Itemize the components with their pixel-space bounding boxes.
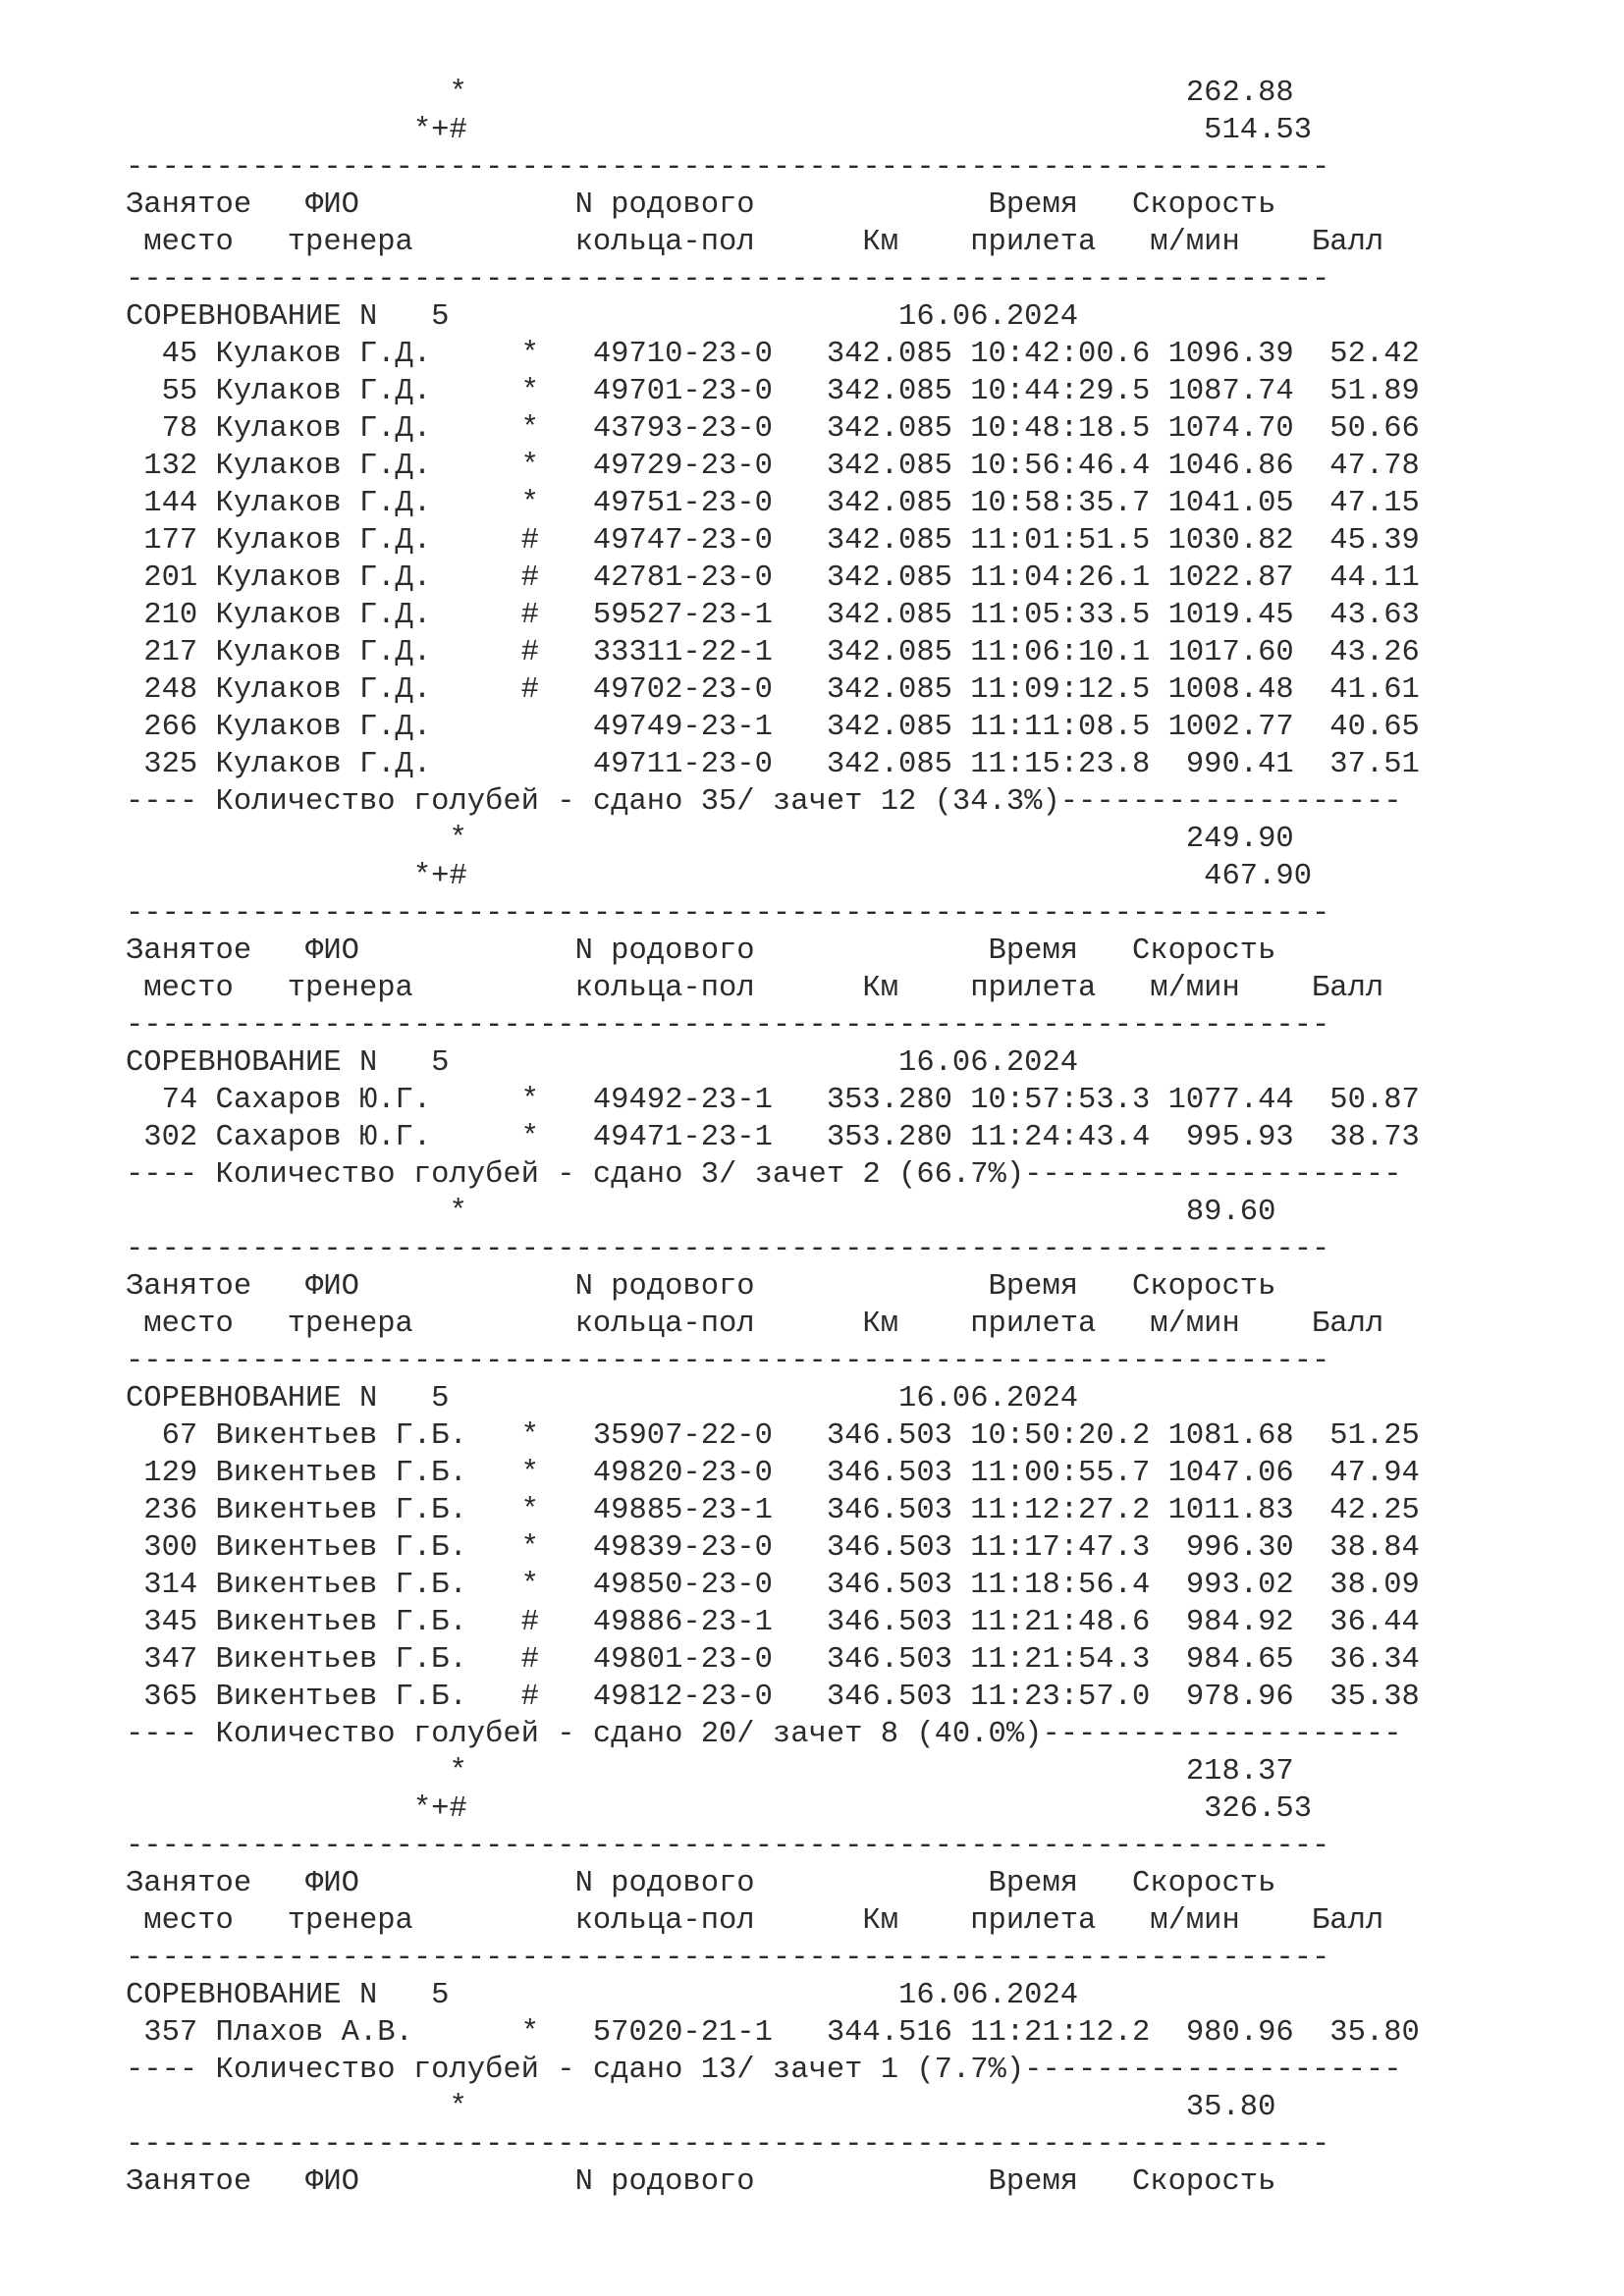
report-line: ---- Количество голубей - сдано 20/ зачет 8 (40.0%)-------------------- [126, 1718, 1402, 1751]
report-line: 74 Сахаров Ю.Г. * 49492-23-1 353.280 10:57:53.3 1077.44 50.87 [126, 1084, 1420, 1117]
report-line: * 249.90 [126, 823, 1294, 856]
report-line: ------------------------------------------------------------------- [126, 263, 1330, 296]
report-line: ------------------------------------------------------------------- [126, 1345, 1330, 1378]
report-line: ------------------------------------------------------------------- [126, 1233, 1330, 1266]
report-line: ------------------------------------------------------------------- [126, 151, 1330, 185]
report-line: место тренера кольца-пол Км прилета м/мин Балл [126, 1308, 1384, 1341]
report-line: *+# 467.90 [126, 860, 1312, 893]
report-line: ------------------------------------------------------------------- [126, 1009, 1330, 1042]
report-line: ------------------------------------------------------------------- [126, 1942, 1330, 1975]
report-line: ---- Количество голубей - сдано 35/ зачет 12 (34.3%)------------------- [126, 785, 1402, 819]
report-line: место тренера кольца-пол Км прилета м/мин Балл [126, 1904, 1384, 1938]
report-line: * 218.37 [126, 1755, 1294, 1789]
report-line: ------------------------------------------------------------------- [126, 2128, 1330, 2162]
report-line: *+# 514.53 [126, 114, 1312, 147]
report-line: * 35.80 [126, 2091, 1276, 2124]
report-line: 345 Викентьев Г.Б. # 49886-23-1 346.503 11:21:48.6 984.92 36.44 [126, 1606, 1420, 1639]
report-line: 266 Кулаков Г.Д. 49749-23-1 342.085 11:11:08.5 1002.77 40.65 [126, 711, 1420, 744]
report-line: 302 Сахаров Ю.Г. * 49471-23-1 353.280 11:24:43.4 995.93 38.73 [126, 1121, 1420, 1154]
report-line: 55 Кулаков Г.Д. * 49701-23-0 342.085 10:44:29.5 1087.74 51.89 [126, 375, 1420, 408]
report-line: 210 Кулаков Г.Д. # 59527-23-1 342.085 11:05:33.5 1019.45 43.63 [126, 599, 1420, 632]
report-line: 300 Викентьев Г.Б. * 49839-23-0 346.503 11:17:47.3 996.30 38.84 [126, 1531, 1420, 1565]
report-line: * 89.60 [126, 1196, 1276, 1229]
report-line: 67 Викентьев Г.Б. * 35907-22-0 346.503 10:50:20.2 1081.68 51.25 [126, 1419, 1420, 1453]
report-line: СОРЕВНОВАНИЕ N 5 16.06.2024 [126, 1979, 1079, 2012]
report-line: ---- Количество голубей - сдано 13/ зачет 1 (7.7%)--------------------- [126, 2054, 1402, 2087]
report-line: Занятое ФИО N родового Время Скорость [126, 188, 1276, 222]
report-line: 236 Викентьев Г.Б. * 49885-23-1 346.503 11:12:27.2 1011.83 42.25 [126, 1494, 1420, 1527]
report-line: 177 Кулаков Г.Д. # 49747-23-0 342.085 11:01:51.5 1030.82 45.39 [126, 524, 1420, 558]
report-line: Занятое ФИО N родового Время Скорость [126, 1270, 1276, 1304]
report-line: Занятое ФИО N родового Время Скорость [126, 1867, 1276, 1900]
report-line: ------------------------------------------------------------------- [126, 897, 1330, 931]
report-line: 357 Плахов А.В. * 57020-21-1 344.516 11:21:12.2 980.96 35.80 [126, 2016, 1420, 2050]
report-line: СОРЕВНОВАНИЕ N 5 16.06.2024 [126, 300, 1079, 334]
report-line: *+# 326.53 [126, 1792, 1312, 1826]
report-line: 314 Викентьев Г.Б. * 49850-23-0 346.503 11:18:56.4 993.02 38.09 [126, 1569, 1420, 1602]
report-line: 201 Кулаков Г.Д. # 42781-23-0 342.085 11:04:26.1 1022.87 44.11 [126, 561, 1420, 595]
report-line: ---- Количество голубей - сдано 3/ зачет 2 (66.7%)--------------------- [126, 1158, 1402, 1192]
report-line: 144 Кулаков Г.Д. * 49751-23-0 342.085 10:58:35.7 1041.05 47.15 [126, 487, 1420, 520]
report-line: 248 Кулаков Г.Д. # 49702-23-0 342.085 11:09:12.5 1008.48 41.61 [126, 673, 1420, 707]
report-line: 217 Кулаков Г.Д. # 33311-22-1 342.085 11:06:10.1 1017.60 43.26 [126, 636, 1420, 669]
report-line: * 262.88 [126, 77, 1294, 110]
report-page [126, 75, 1420, 2201]
report-line: 347 Викентьев Г.Б. # 49801-23-0 346.503 11:21:54.3 984.65 36.34 [126, 1643, 1420, 1677]
report-line: 129 Викентьев Г.Б. * 49820-23-0 346.503 11:00:55.7 1047.06 47.94 [126, 1457, 1420, 1490]
report-line: Занятое ФИО N родового Время Скорость [126, 934, 1276, 968]
report-line: место тренера кольца-пол Км прилета м/мин Балл [126, 226, 1384, 259]
report-line: место тренера кольца-пол Км прилета м/мин Балл [126, 972, 1384, 1005]
report-line: ------------------------------------------------------------------- [126, 1830, 1330, 1863]
report-line: 365 Викентьев Г.Б. # 49812-23-0 346.503 11:23:57.0 978.96 35.38 [126, 1681, 1420, 1714]
report-line: 45 Кулаков Г.Д. * 49710-23-0 342.085 10:42:00.6 1096.39 52.42 [126, 338, 1420, 371]
report-line: СОРЕВНОВАНИЕ N 5 16.06.2024 [126, 1046, 1079, 1080]
report-line: Занятое ФИО N родового Время Скорость [126, 2165, 1276, 2199]
report-line: 325 Кулаков Г.Д. 49711-23-0 342.085 11:15:23.8 990.41 37.51 [126, 748, 1420, 781]
report-line: СОРЕВНОВАНИЕ N 5 16.06.2024 [126, 1382, 1079, 1415]
report-line: 132 Кулаков Г.Д. * 49729-23-0 342.085 10:56:46.4 1046.86 47.78 [126, 450, 1420, 483]
report-line: 78 Кулаков Г.Д. * 43793-23-0 342.085 10:48:18.5 1074.70 50.66 [126, 412, 1420, 446]
